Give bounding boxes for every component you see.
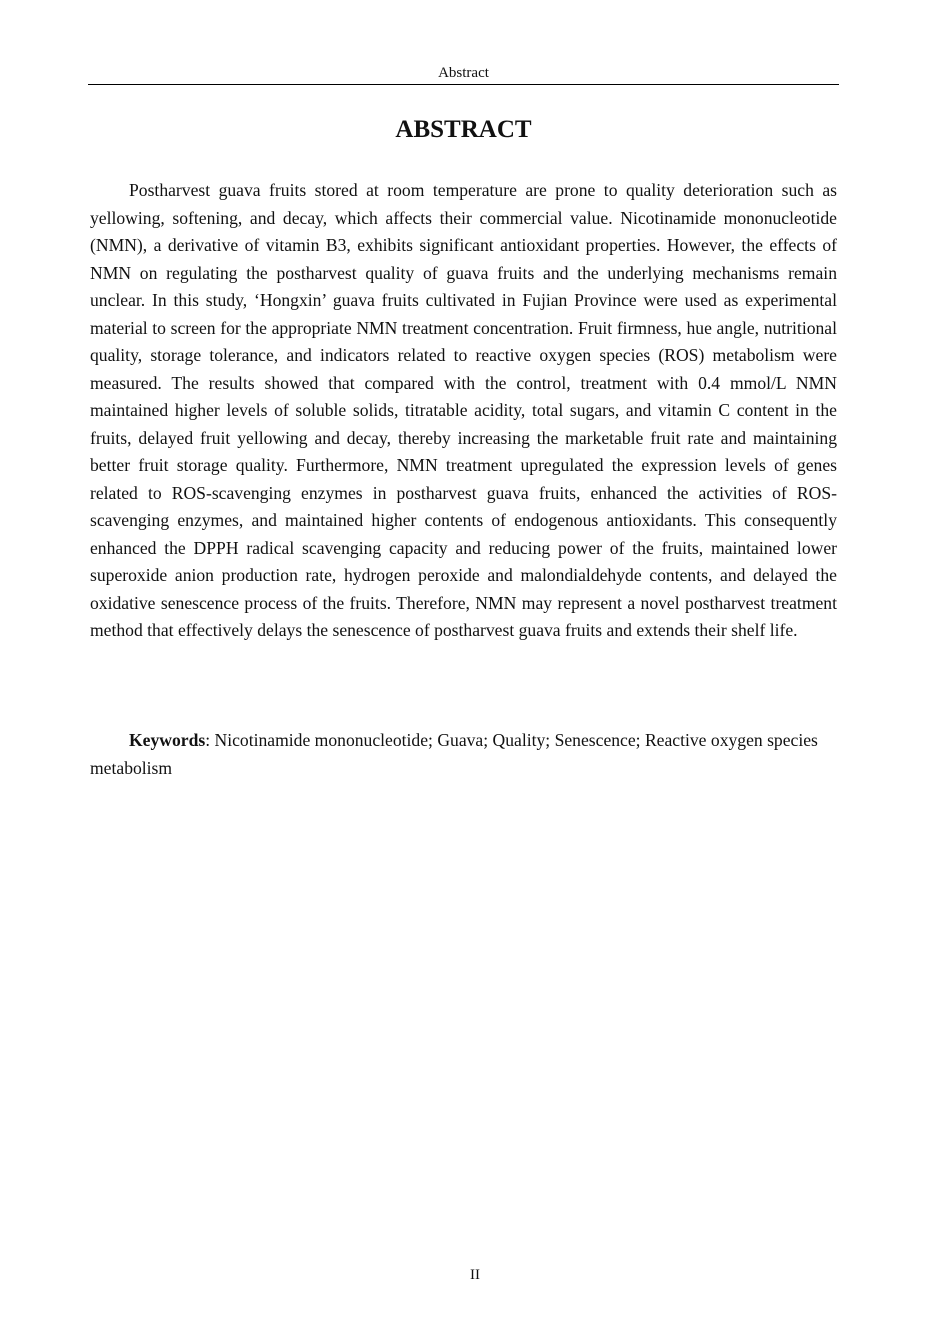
running-header	[88, 63, 839, 85]
keywords-list: : Nicotinamide mononucleotide; Guava; Quality; Senescence; Reactive oxygen species metabolism	[90, 730, 818, 778]
running-header-title: Abstract	[438, 65, 489, 81]
keywords-label: Keywords	[129, 730, 206, 750]
page-number: II	[470, 1267, 480, 1283]
abstract-paragraph: Postharvest guava fruits stored at room temperature are prone to quality deterioration such as yellowing, softening, and decay, which affects their commercial value. Nicotinamide mononucleotide (NMN), a derivative of vitamin B3, exhibits significant antioxidant properties. However, the effects of NMN on regulating the postharvest quality of guava fruits and the underlying mechanisms remain unclear. In this study, ‘Hongxin’ guava fruits cultivated in Fujian Province were used as experimental material to screen for the appropriate NMN treatment concentration. Fruit firmness, hue angle, nutritional quality, storage tolerance, and indicators related to reactive oxygen species (ROS) metabolism were measured. The results showed that compared with the control, treatment with 0.4 mmol/L NMN maintained higher levels of soluble solids, titratable acidity, total sugars, and vitamin C content in the fruits, delayed fruit yellowing and decay, thereby increasing the marketable fruit rate and maintaining better fruit storage quality. Furthermore, NMN treatment upregulated the expression levels of genes related to ROS-scavenging enzymes in postharvest guava fruits, enhanced the activities of ROS-scavenging enzymes, and maintained higher contents of endogenous antioxidants. This consequently enhanced the DPPH radical scavenging capacity and reducing power of the fruits, maintained lower superoxide anion production rate, hydrogen peroxide and malondialdehyde contents, and delayed the oxidative senescence process of the fruits. Therefore, NMN may represent a novel postharvest treatment method that effectively delays the senescence of postharvest guava fruits and extends their shelf life.	[90, 180, 837, 640]
keywords-paragraph	[90, 727, 837, 782]
page-title: ABSTRACT	[395, 116, 532, 143]
